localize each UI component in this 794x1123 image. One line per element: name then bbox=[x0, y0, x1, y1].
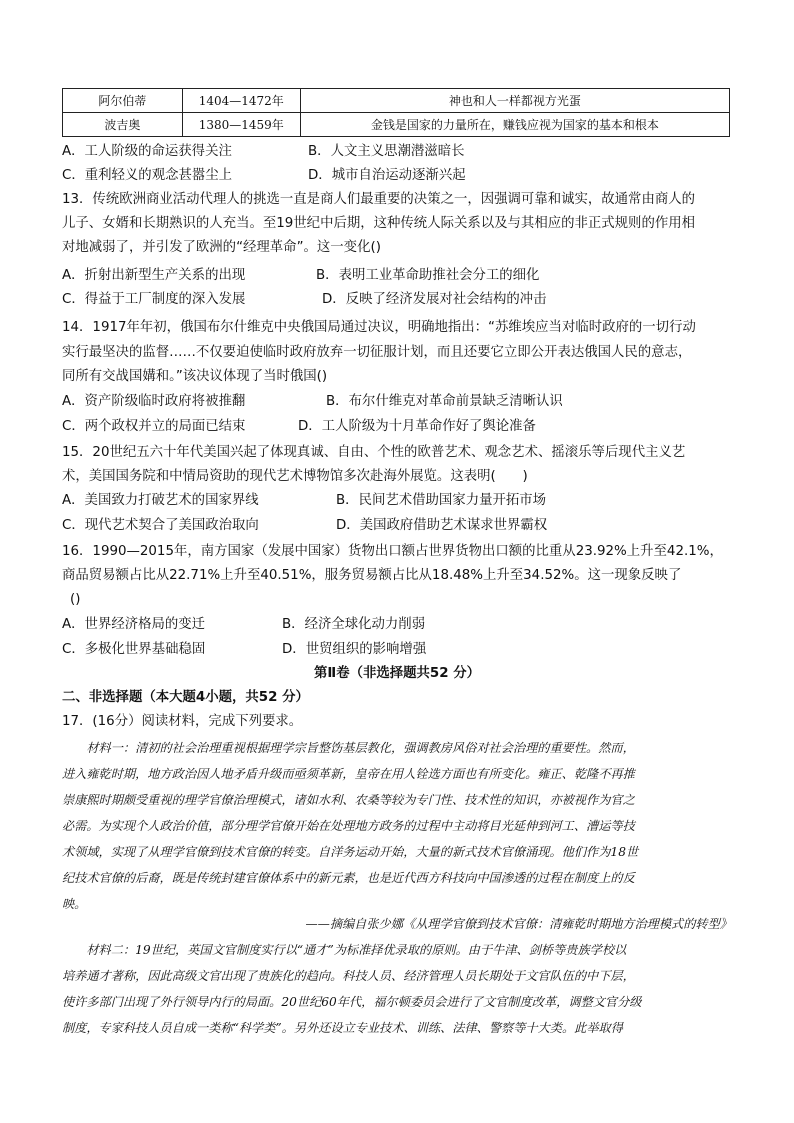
table-row bbox=[63, 89, 730, 113]
q13-option-a: A．折射出新型生产关系的出现 bbox=[62, 268, 246, 283]
q13-stem-line: 13．传统欧洲商业活动代理人的挑选一直是商人们最重要的决策之一，因强调可靠和诚实，故通常由商人的 bbox=[62, 192, 696, 207]
q16-option-b: B．经济全球化动力削弱 bbox=[282, 617, 426, 632]
table-row bbox=[63, 113, 730, 137]
table-cell-view: 金钱是国家的力量所在，赚钱应视为国家的基本和根本 bbox=[300, 113, 729, 137]
material1-line: 崇康熙时期颇受重视的理学官僚治理模式，诸如水利、农桑等较为专门性、技术性的知识，亦被视作为官之 bbox=[62, 793, 635, 807]
q14-option-b: B．布尔什维克对革命前景缺乏清晰认识 bbox=[326, 394, 563, 409]
q15-option-d: D．美国政府借助艺术谋求世界霸权 bbox=[336, 518, 548, 533]
table-cell-years: 1380—1459年 bbox=[182, 113, 300, 137]
q15-stem-line: 术，美国国务院和中情局资助的现代艺术博物馆多次赴海外展览。这表明( ) bbox=[62, 469, 528, 484]
q16-option-a: A．世界经济格局的变迁 bbox=[62, 617, 206, 632]
q12-option-d: D．城市自治运动逐渐兴起 bbox=[308, 168, 466, 183]
table-cell-view: 神也和人一样都视方光蛋 bbox=[300, 89, 729, 113]
section-heading: 二、非选择题（本大题4小题，共52 分） bbox=[62, 690, 309, 705]
q14-stem-line: 14．1917年年初，俄国布尔什维克中央俄国局通过决议，明确地指出：“苏维埃应当对临时政府的一切行动 bbox=[62, 320, 696, 335]
q16-option-c: C．多极化世界基础稳固 bbox=[62, 642, 206, 657]
material2-line: 制度，专家科技人员自成一类称“科学类”。另外还设立专业技术、训练、法律、警察等十大类。此举取得 bbox=[62, 1021, 623, 1035]
material1-source: ——摘编自张少娜《从理学官僚到技术官僚：清雍乾时期地方治理模式的转型》 bbox=[305, 917, 732, 931]
q13-option-b: B．表明工业革命助推社会分工的细化 bbox=[316, 268, 540, 283]
q15-option-c: C．现代艺术契合了美国政治取向 bbox=[62, 518, 259, 533]
material1-line: 进入雍乾时期，地方政治因人地矛盾升级而亟须革新，皇帝在用人铨选方面也有所变化。雍正、乾隆不再推 bbox=[62, 767, 635, 781]
table-cell-name: 阿尔伯蒂 bbox=[63, 89, 183, 113]
q16-stem-line: 16．1990—2015年，南方国家（发展中国家）货物出口额占世界货物出口额的比重从23.92%上升至42.1%， bbox=[62, 544, 723, 559]
q16-stem-line: () bbox=[70, 592, 81, 607]
q12-option-a: A．工人阶级的命运获得关注 bbox=[62, 144, 232, 159]
q15-option-a: A．美国致力打破艺术的国家界线 bbox=[62, 493, 259, 508]
q15-stem-line: 15．20世纪五六十年代美国兴起了体现真诚、自由、个性的欧普艺术、观念艺术、摇滚乐等后现代主义艺 bbox=[62, 445, 686, 460]
section-title: 第Ⅱ卷（非选择题共52 分） bbox=[313, 666, 481, 681]
q14-option-d: D．工人阶级为十月革命作好了舆论准备 bbox=[298, 419, 536, 434]
q14-stem-line: 同所有交战国媾和。”该决议体现了当时俄国() bbox=[62, 369, 328, 384]
q12-option-c: C．重利轻义的观念甚嚣尘上 bbox=[62, 168, 233, 183]
q13-option-c: C．得益于工厂制度的深入发展 bbox=[62, 292, 246, 307]
material2-line: 材料二：19世纪，英国文官制度实行以“通才”为标准择优录取的原则。由于牛津、剑桥等贵族学校以 bbox=[62, 943, 627, 957]
q14-option-a: A．资产阶级临时政府将被推翻 bbox=[62, 394, 246, 409]
material1-line: 材料一：清初的社会治理重视根据理学宗旨整饬基层教化，强调教房风俗对社会治理的重要性。然而， bbox=[62, 741, 635, 755]
q16-stem-line: 商品贸易额占比从22.71%上升至40.51%，服务贸易额占比从18.48%上升至34.52%。这一现象反映了 bbox=[62, 568, 682, 583]
material1-line: 术领域，实现了从理学官僚到技术官僚的转变。自洋务运动开始，大量的新式技术官僚涌现。他们作为18世 bbox=[62, 845, 639, 859]
material1-line: 纪技术官僚的后裔，既是传统封建官僚体系中的新元素，也是近代西方科技向中国渗透的过程在制度上的反 bbox=[62, 871, 635, 885]
table-cell-years: 1404—1472年 bbox=[182, 89, 300, 113]
q14-option-c: C．两个政权并立的局面已结束 bbox=[62, 419, 246, 434]
material2-line: 培养通才著称，因此高级文官出现了贵族化的趋向。科技人员、经济管理人员长期处于文官队伍的中下层， bbox=[62, 969, 635, 983]
table-cell-name: 波吉奥 bbox=[63, 113, 183, 137]
q16-option-d: D．世贸组织的影响增强 bbox=[282, 642, 427, 657]
q15-option-b: B．民间艺术借助国家力量开拓市场 bbox=[336, 493, 547, 508]
q12-option-b: B．人文主义思潮潜滋暗长 bbox=[308, 144, 465, 159]
q17-stem: 17．(16分）阅读材料，完成下列要求。 bbox=[62, 714, 303, 729]
q13-stem-line: 对地减弱了，并引发了欧洲的“经理革命”。这一变化() bbox=[62, 240, 381, 255]
q14-stem-line: 实行最坚决的监督……不仅要迫使临时政府放弃一切征服计划，而且还要它立即公开表达俄国人民的意志， bbox=[62, 345, 692, 360]
material1-line: 必需。为实现个人政治价值，部分理学官僚开始在处理地方政务的过程中主动将目光延伸到河工、漕运等技 bbox=[62, 819, 635, 833]
material2-line: 使许多部门出现了外行领导内行的局面。20世纪60年代，福尔顿委员会进行了文官制度改革，调整文官分级 bbox=[62, 995, 642, 1009]
q13-option-d: D．反映了经济发展对社会结构的冲击 bbox=[322, 292, 547, 307]
material1-line: 映。 bbox=[62, 897, 87, 911]
historians-table bbox=[62, 88, 730, 137]
q13-stem-line: 儿子、女婿和长期熟识的人充当。至19世纪中后期，这种传统人际关系以及与其相应的非正式规则的作用相 bbox=[62, 216, 696, 231]
